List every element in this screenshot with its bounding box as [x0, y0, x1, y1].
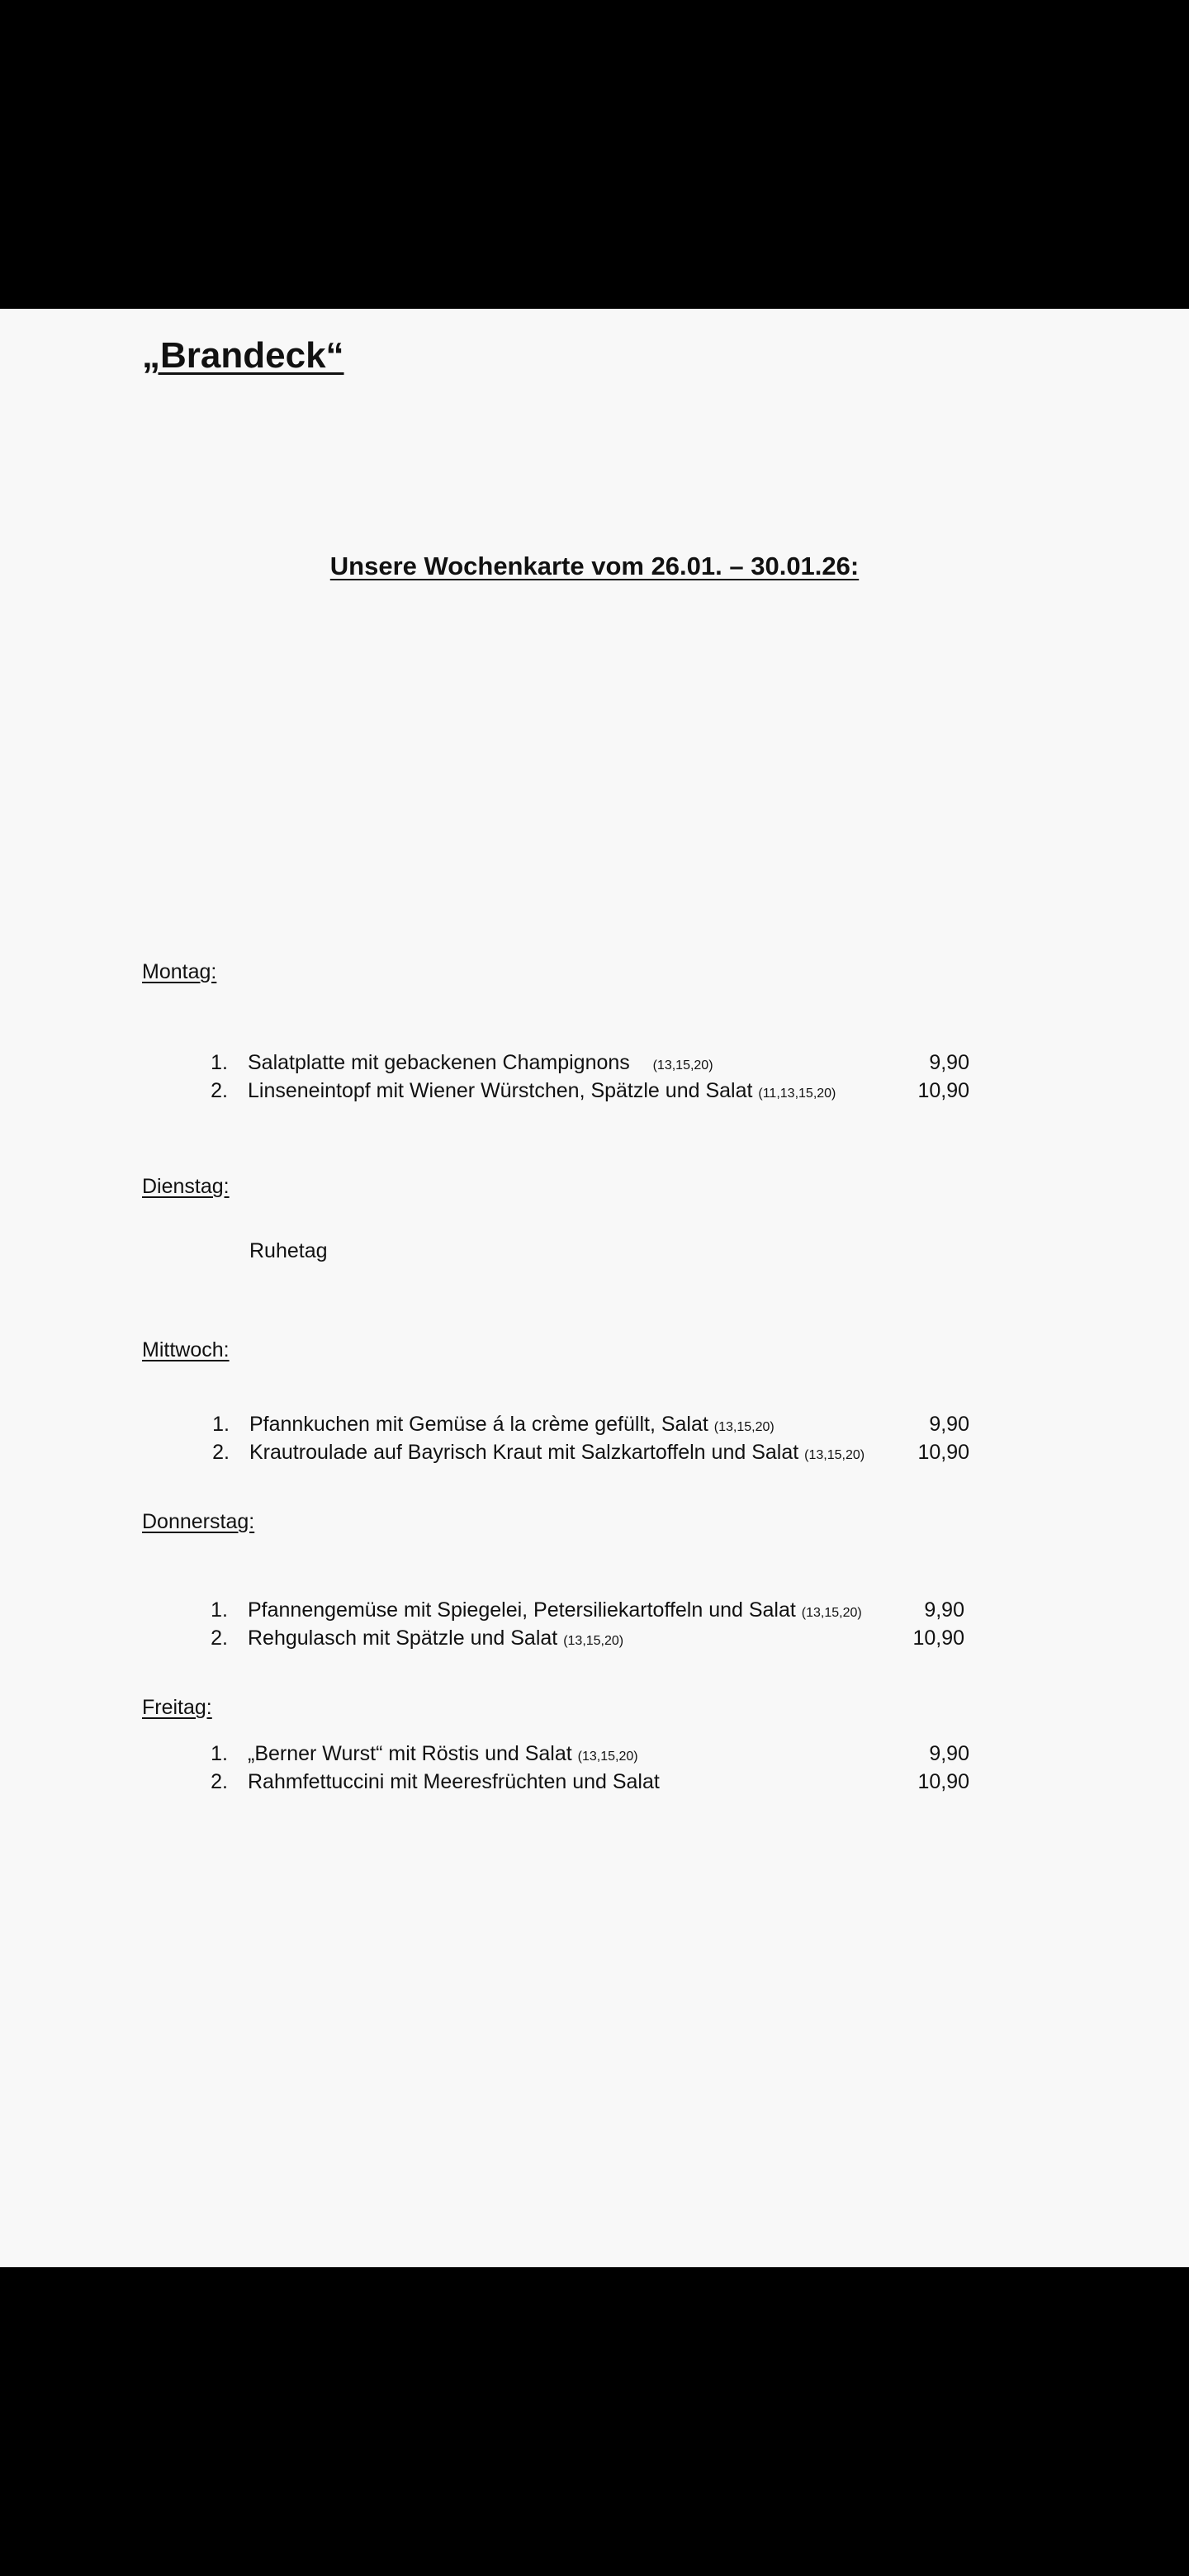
day-label-montag: Montag:	[142, 960, 217, 983]
item-price: 9,90	[924, 1598, 964, 1622]
dish-name: Rahmfettuccini mit Meeresfrüchten und Salat	[248, 1770, 660, 1793]
allergen-codes: (13,15,20)	[804, 1448, 865, 1462]
day-label-freitag: Freitag:	[142, 1696, 212, 1719]
weekly-menu-title: Unsere Wochenkarte vom 26.01. – 30.01.26:	[329, 552, 860, 580]
allergen-codes: (13,15,20)	[577, 1750, 638, 1764]
item-price: 9,90	[929, 1742, 969, 1765]
item-price: 10,90	[917, 1770, 969, 1793]
item-number: 1.	[211, 1742, 228, 1765]
item-number: 1.	[211, 1598, 228, 1622]
item-number: 1.	[212, 1413, 230, 1436]
dish-name: Pfannkuchen mit Gemüse á la crème gefüllt, Salat (13,15,20)	[249, 1413, 775, 1436]
item-number: 2.	[211, 1079, 228, 1102]
item-price: 10,90	[917, 1079, 969, 1102]
item-price: 9,90	[929, 1051, 969, 1074]
day-label-mittwoch: Mittwoch:	[142, 1338, 230, 1361]
dish-name: Rehgulasch mit Spätzle und Salat (13,15,20)	[248, 1627, 624, 1650]
dish-name: Pfannengemüse mit Spiegelei, Petersiliekartoffeln und Salat (13,15,20)	[248, 1598, 862, 1622]
allergen-codes: (11,13,15,20)	[758, 1087, 836, 1101]
day-label-donnerstag: Donnerstag:	[142, 1510, 255, 1533]
item-number: 2.	[211, 1770, 228, 1793]
day-label-dienstag: Dienstag:	[142, 1175, 230, 1198]
allergen-codes: (13,15,20)	[801, 1606, 862, 1620]
item-price: 9,90	[929, 1413, 969, 1436]
allergen-codes: (13,15,20)	[652, 1058, 713, 1073]
dish-name: „Berner Wurst“ mit Röstis und Salat (13,15,20)	[248, 1742, 638, 1765]
item-price: 10,90	[917, 1441, 969, 1464]
item-number: 2.	[211, 1627, 228, 1650]
document-page	[0, 309, 1189, 2267]
restaurant-name: „Brandeck“	[142, 335, 344, 376]
item-price: 10,90	[912, 1627, 964, 1650]
top-black-band	[0, 0, 1189, 309]
dish-name: Krautroulade auf Bayrisch Kraut mit Salzkartoffeln und Salat (13,15,20)	[249, 1441, 865, 1464]
dish-name: Salatplatte mit gebackenen Champignons (13,15,20)	[248, 1051, 713, 1074]
item-number: 2.	[212, 1441, 230, 1464]
item-number: 1.	[211, 1051, 228, 1074]
allergen-codes: (13,15,20)	[713, 1420, 775, 1434]
bottom-black-band	[0, 2267, 1189, 2576]
dish-name: Linseneintopf mit Wiener Würstchen, Spätzle und Salat (11,13,15,20)	[248, 1079, 836, 1102]
rest-day-note: Ruhetag	[249, 1239, 328, 1262]
allergen-codes: (13,15,20)	[563, 1634, 624, 1648]
